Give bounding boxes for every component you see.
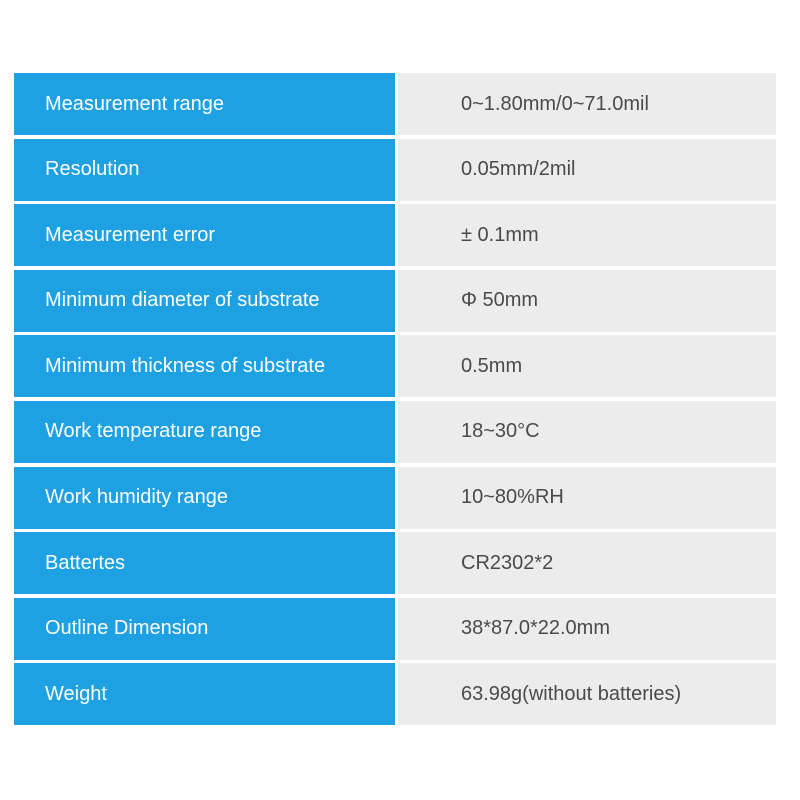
spec-row-minimum-diameter	[14, 270, 776, 332]
spec-row-work-temperature	[14, 401, 776, 463]
spec-row-minimum-thickness	[14, 335, 776, 397]
spec-row-measurement-range	[14, 73, 776, 135]
spec-row-measurement-error	[14, 204, 776, 266]
spec-value: 38*87.0*22.0mm	[398, 598, 776, 660]
spec-label: Work temperature range	[14, 401, 395, 463]
spec-row-resolution	[14, 139, 776, 201]
spec-value: 0~1.80mm/0~71.0mil	[398, 73, 776, 135]
spec-row-outline-dimension	[14, 598, 776, 660]
spec-row-batteries	[14, 532, 776, 594]
spec-label: Measurement range	[14, 73, 395, 135]
spec-value: ± 0.1mm	[398, 204, 776, 266]
spec-label: Minimum thickness of substrate	[14, 335, 395, 397]
spec-label: Work humidity range	[14, 467, 395, 529]
spec-row-weight	[14, 663, 776, 725]
spec-value: 63.98g(without batteries)	[398, 663, 776, 725]
spec-value: 0.05mm/2mil	[398, 139, 776, 201]
spec-label: Measurement error	[14, 204, 395, 266]
spec-label: Minimum diameter of substrate	[14, 270, 395, 332]
spec-label: Resolution	[14, 139, 395, 201]
spec-label: Battertes	[14, 532, 395, 594]
spec-label: Outline Dimension	[14, 598, 395, 660]
spec-value: 10~80%RH	[398, 467, 776, 529]
spec-value: CR2302*2	[398, 532, 776, 594]
spec-label: Weight	[14, 663, 395, 725]
spec-table	[14, 73, 776, 725]
spec-row-work-humidity	[14, 467, 776, 529]
spec-value: 18~30°C	[398, 401, 776, 463]
spec-value: 0.5mm	[398, 335, 776, 397]
spec-value: Φ 50mm	[398, 270, 776, 332]
